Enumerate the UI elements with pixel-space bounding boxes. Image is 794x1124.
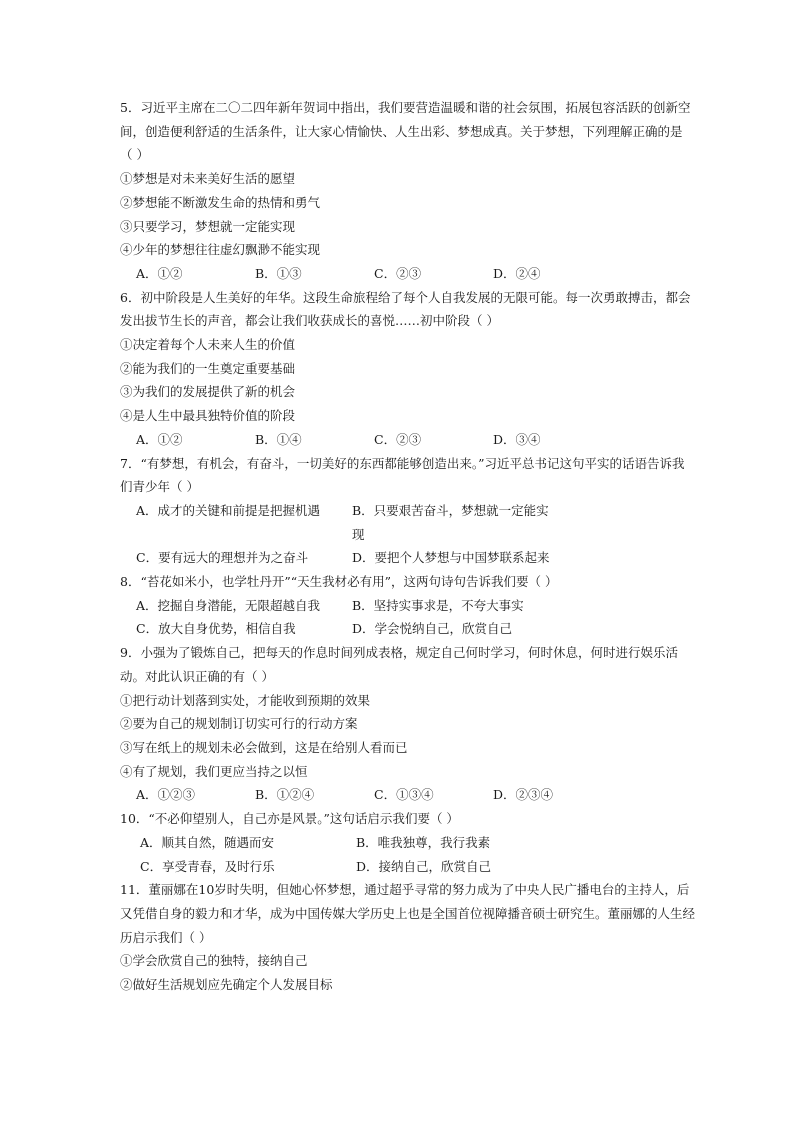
answer-options (120, 594, 680, 641)
answer-options (120, 499, 680, 570)
statement: ②梦想能不断激发生命的热情和勇气 (120, 194, 321, 210)
statement: ②做好生活规划应先确定个人发展目标 (120, 977, 333, 993)
option-b[interactable]: B．唯我独尊，我行我素 (356, 834, 491, 850)
question-11 (120, 878, 696, 997)
answer-options (120, 783, 680, 807)
option-b[interactable]: B．只要艰苦奋斗，梦想就一定能实现 (352, 502, 549, 542)
option-d[interactable]: D．学会悦纳自己，欣赏自己 (352, 621, 513, 637)
option-c[interactable]: C．放大自身优势，相信自我 (136, 621, 296, 637)
question-stem-line: 8．“苔花如米小，也学牡丹开”“天生我材必有用”，这两句诗句告诉我们要（ ） (120, 574, 558, 590)
option-d[interactable]: D．接纳自己，欣赏自己 (356, 858, 492, 874)
question-stem-line: 7．“有梦想，有机会，有奋斗，一切美好的东西都能够创造出来。”习近平总书记这句平实的话语告诉我 (120, 455, 685, 471)
statement: ①把行动计划落到实处，才能收到预期的效果 (120, 692, 371, 708)
question-8 (120, 570, 680, 641)
question-stem-line: 11．董丽娜在10岁时失明，但她心怀梦想，通过超乎寻常的努力成为了中央人民广播电台的主持人，后 (120, 882, 690, 898)
question-stem-line: 10．“不必仰望别人，自己亦是风景。”这句话启示我们要（ ） (120, 811, 459, 827)
answer-options (120, 262, 680, 286)
question-stem-line: 5．习近平主席在二〇二四年新年贺词中指出，我们要营造温暖和谐的社会氛围，拓展包容活跃的创新空 (120, 100, 691, 115)
option-a[interactable]: A．①②③ (136, 787, 196, 803)
question-6 (120, 286, 691, 452)
option-c[interactable]: C．要有远大的理想并为之奋斗 (136, 550, 309, 566)
question-list (120, 96, 696, 997)
statement: ③为我们的发展提供了新的机会 (120, 384, 296, 400)
question-5 (120, 96, 691, 286)
question-9 (120, 641, 680, 807)
question-stem-line: 6．初中阶段是人生美好的年华。这段生命旅程给了每个人自我发展的无限可能。每一次勇敢搏击，都会 (120, 289, 691, 305)
option-a[interactable]: A．①② (136, 265, 183, 281)
answer-options (120, 428, 680, 452)
question-stem-line: 们青少年（ ） (120, 479, 199, 495)
question-stem-line: 动。对此认识正确的有（ ） (120, 668, 274, 684)
statement: ④有了规划，我们更应当持之以恒 (120, 763, 308, 779)
statement: ①学会欣赏自己的独特，接纳自己 (120, 953, 308, 969)
statement: ④少年的梦想往往虚幻飘渺不能实现 (120, 242, 321, 258)
option-c[interactable]: C．享受青春，及时行乐 (140, 858, 275, 874)
question-7 (120, 452, 685, 571)
question-stem-line: 9．小强为了锻炼自己，把每天的作息时间列成表格，规定自己何时学习，何时休息，何时进行娱乐活 (120, 645, 678, 661)
option-a[interactable]: A．挖掘自身潜能，无限超越自我 (136, 597, 321, 613)
question-stem-line: 又凭借自身的毅力和才华，成为中国传媒大学历史上也是全国首位视障播音硕士研究生。董丽娜的人生经 (120, 905, 696, 921)
statement: ①梦想是对未来美好生活的愿望 (120, 171, 296, 187)
option-a[interactable]: A．①② (136, 431, 183, 447)
option-b[interactable]: B．①④ (255, 431, 302, 447)
question-stem-line: 发出拔节生长的声音，都会让我们收获成长的喜悦……初中阶段（ ） (120, 313, 499, 329)
option-b[interactable]: B．①③ (255, 265, 302, 281)
option-b[interactable]: B．坚持实事求是，不夸大事实 (352, 597, 524, 613)
statement: ③只要学习，梦想就一定能实现 (120, 218, 296, 234)
option-c[interactable]: C．②③ (374, 265, 422, 281)
option-b[interactable]: B．①②④ (255, 787, 315, 803)
option-d[interactable]: D．②④ (493, 265, 541, 281)
option-a[interactable]: A．顺其自然，随遇而安 (140, 834, 275, 850)
option-d[interactable]: D．②③④ (493, 787, 554, 803)
option-d[interactable]: D．要把个人梦想与中国梦联系起来 (352, 550, 550, 566)
question-10 (120, 807, 680, 878)
answer-options (120, 831, 680, 878)
statement: ②要为自己的规划制订切实可行的行动方案 (120, 716, 358, 732)
statement: ①决定着每个人未来人生的价值 (120, 337, 296, 353)
statement: ③写在纸上的规划未必会做到，这是在给别人看而已 (120, 739, 408, 755)
option-a[interactable]: A．成才的关键和前提是把握机遇 (136, 502, 321, 518)
option-c[interactable]: C．①③④ (374, 787, 434, 803)
statement: ④是人生中最具独特价值的阶段 (120, 408, 296, 424)
option-c[interactable]: C．②③ (374, 431, 422, 447)
question-stem-line: 间，创造便利舒适的生活条件，让大家心情愉快、人生出彩、梦想成真。关于梦想，下列理解正确的是 (120, 123, 683, 139)
statement: ②能为我们的一生奠定重要基础 (120, 360, 296, 376)
question-stem-line: （ ） (120, 147, 149, 163)
option-d[interactable]: D．③④ (493, 431, 541, 447)
question-stem-line: 历启示我们（ ） (120, 929, 212, 945)
